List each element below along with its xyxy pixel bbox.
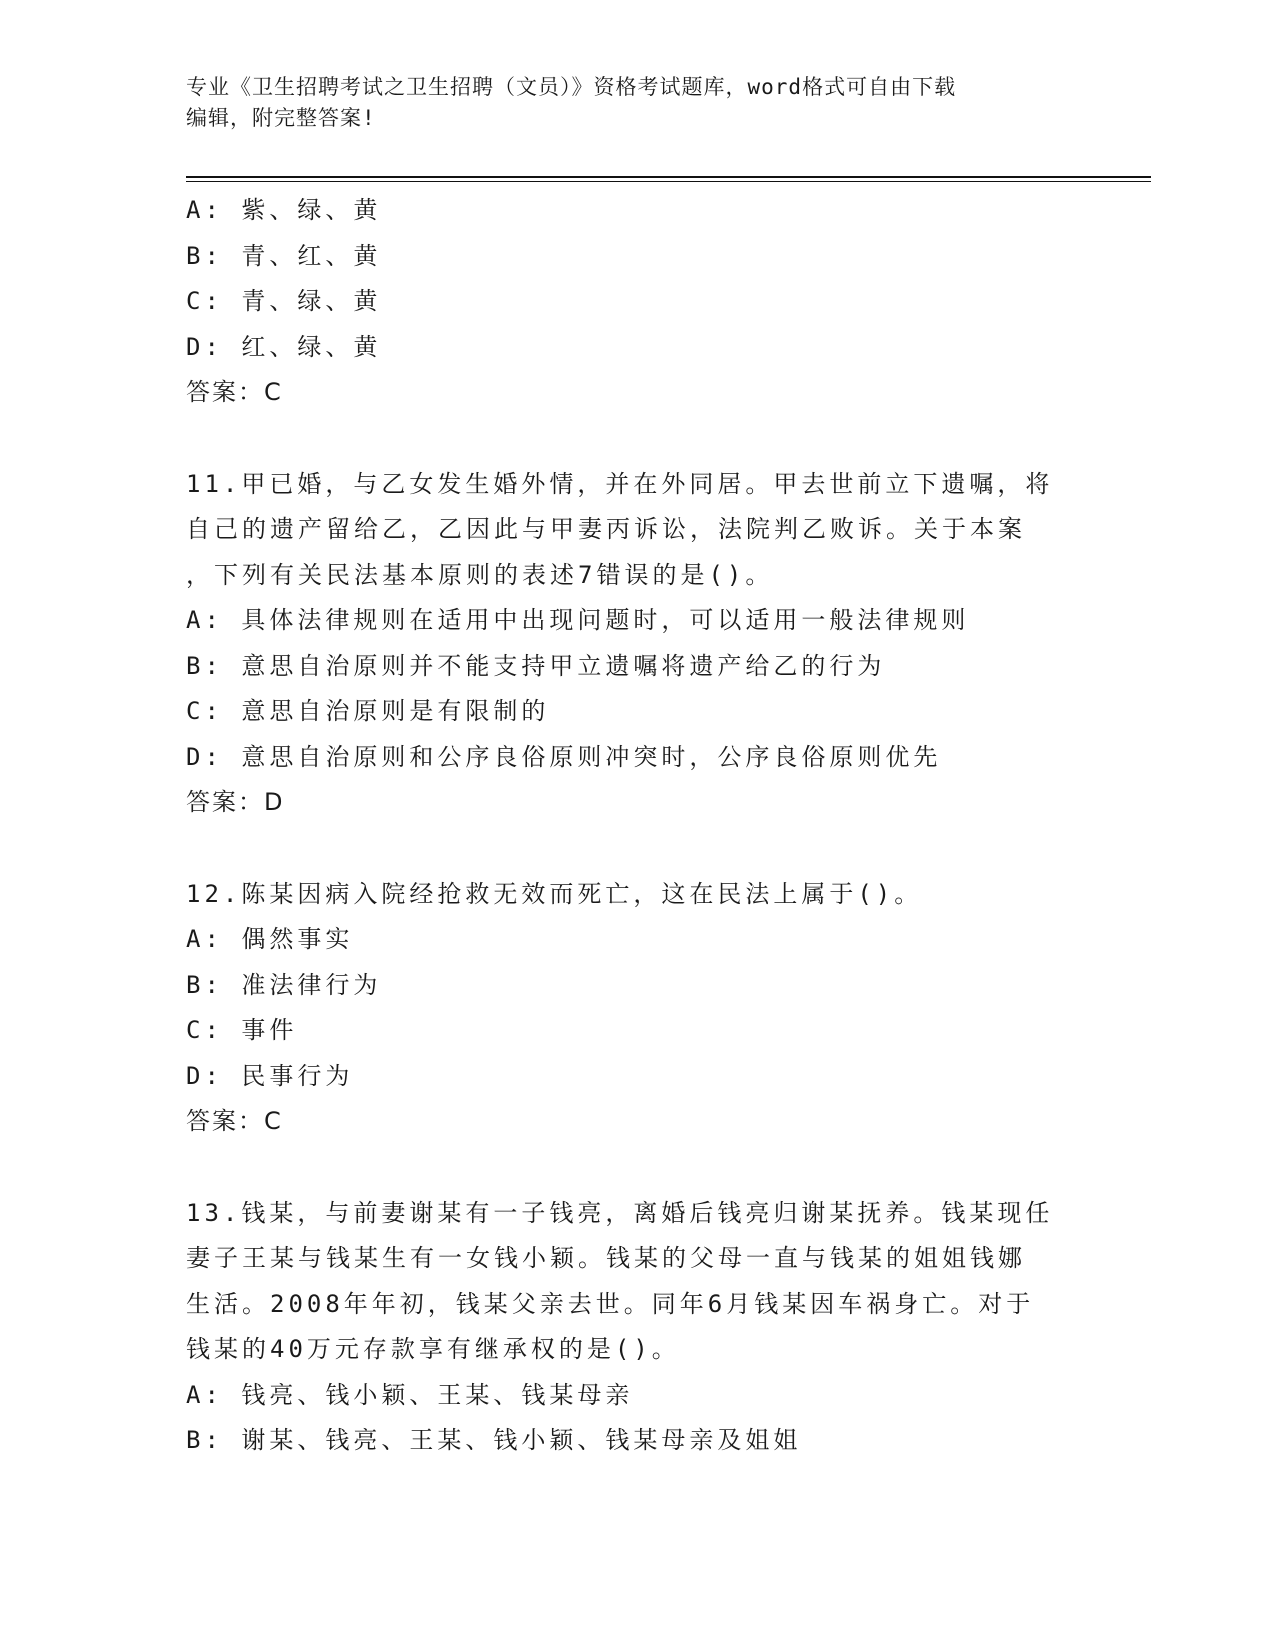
- answer: 答案：C: [186, 378, 283, 406]
- header-line-2: 编辑，附完整答案!: [186, 106, 376, 130]
- header-divider-thick: [186, 176, 1151, 178]
- answer: 答案：D: [186, 788, 285, 816]
- option-a: A: 紫、绿、黄: [186, 196, 382, 224]
- option-b: B: 青、红、黄: [186, 241, 382, 270]
- option-d: D: 红、绿、黄: [186, 332, 382, 361]
- option-a: A: 偶然事实: [186, 925, 354, 953]
- question-11: [186, 462, 1086, 826]
- question-stem-line: ，下列有关民法基本原则的表述7错误的是()。: [186, 560, 774, 589]
- option-c: C: 青、绿、黄: [186, 287, 382, 315]
- option-d: D: 民事行为: [186, 1061, 354, 1090]
- option-a: A: 钱亮、钱小颖、王某、钱某母亲: [186, 1380, 634, 1409]
- question-12: [186, 872, 1086, 1145]
- question-list: [186, 188, 1086, 1464]
- question-stem-line: 妻子王某与钱某生有一女钱小颖。钱某的父母一直与钱某的姐姐钱娜: [186, 1244, 1026, 1272]
- question-stem-line: 钱某的40万元存款享有继承权的是()。: [186, 1335, 680, 1363]
- question-stem-line: 自己的遗产留给乙，乙因此与甲妻丙诉讼，法院判乙败诉。关于本案: [186, 515, 1026, 543]
- question-13: [186, 1191, 1086, 1464]
- header-line-1: 专业《卫生招聘考试之卫生招聘（文员）》资格考试题库，word格式可自由下载: [186, 75, 957, 99]
- option-c: C: 意思自治原则是有限制的: [186, 697, 550, 725]
- option-b: B: 意思自治原则并不能支持甲立遗嘱将遗产给乙的行为: [186, 651, 886, 680]
- answer: 答案：C: [186, 1107, 283, 1135]
- option-c: C: 事件: [186, 1016, 298, 1044]
- question-stem-line: 13.钱某，与前妻谢某有一子钱亮，离婚后钱亮归谢某抚养。钱某现任: [186, 1198, 1054, 1227]
- question-stem-line: 12.陈某因病入院经抢救无效而死亡，这在民法上属于()。: [186, 879, 923, 908]
- document-header: [186, 72, 1066, 134]
- option-a: A: 具体法律规则在适用中出现问题时，可以适用一般法律规则: [186, 606, 970, 634]
- question-stem-line: 生活。2008年年初，钱某父亲去世。同年6月钱某因车祸身亡。对于: [186, 1289, 1035, 1318]
- option-b: B: 谢某、钱亮、王某、钱小颖、钱某母亲及姐姐: [186, 1426, 802, 1454]
- question-stem-line: 11.甲已婚，与乙女发生婚外情，并在外同居。甲去世前立下遗嘱，将: [186, 469, 1054, 498]
- header-divider-thin: [186, 181, 1151, 182]
- question-10: [186, 188, 1086, 416]
- option-d: D: 意思自治原则和公序良俗原则冲突时，公序良俗原则优先: [186, 742, 942, 771]
- option-b: B: 准法律行为: [186, 970, 382, 999]
